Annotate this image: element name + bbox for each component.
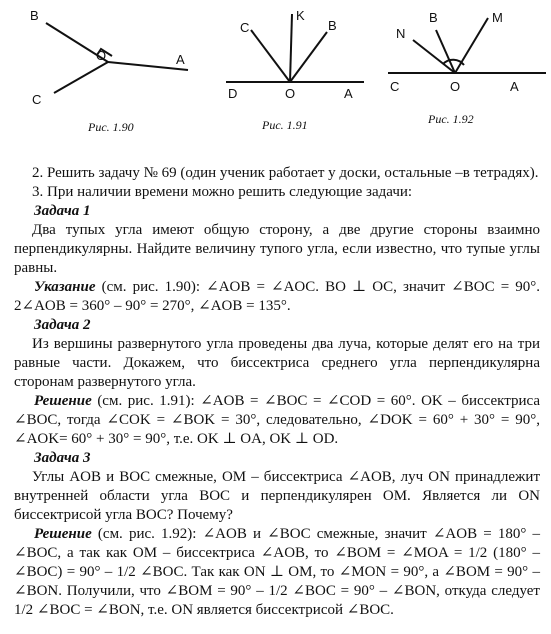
- task-2-solution-text: (см. рис. 1.91): ∠AOB = ∠BOC = ∠COD = 60°. OK – биссектриса ∠BOC, тогда ∠COK = ∠BOK = 30°, следовательно, ∠DOK = 60° + 30° = 90°, ∠AOK= 60° + 30° = 90°, т.е. OK ⊥ OA, OK ⊥ OD.: [14, 393, 540, 447]
- task-3-solution-lead: Решение: [34, 526, 92, 542]
- figure-1-92: [388, 18, 546, 73]
- task-1-remark-lead: Указание: [34, 279, 96, 295]
- fig190-label-a: A: [176, 52, 185, 67]
- figure-1-90: [46, 23, 188, 93]
- task-1-remark: [14, 278, 540, 316]
- fig190-label-b: B: [30, 8, 39, 23]
- fig190-label-c: C: [32, 92, 42, 107]
- fig192-label-c: C: [390, 79, 400, 94]
- fig190-label-o: O: [96, 48, 107, 63]
- lesson-text: [14, 164, 540, 620]
- fig192-label-m: M: [492, 10, 503, 25]
- task-3-solution: [14, 525, 540, 620]
- task-1-body: Два тупых угла имеют общую сторону, а две другие стороны взаимно перпендикулярны. Найдите величину тупого угла, если известно, что тупые углы равны.: [14, 222, 540, 276]
- item-2: 2. Решить задачу № 69 (один ученик работает у доски, остальные –в тетрадях).: [32, 165, 539, 181]
- task-1-title: Задача 1: [34, 203, 91, 219]
- task-2-solution: [14, 392, 540, 449]
- fig191-label-o: O: [285, 86, 296, 101]
- fig192-label-o: O: [450, 79, 461, 94]
- figures-panel: [0, 0, 551, 160]
- fig192-label-b: B: [429, 10, 438, 25]
- task-3-body: Углы AOB и BOC смежные, OM – биссектриса ∠AOB, луч ON принадлежит внутренней области угла BOC и перпендикулярен OM. Является ли ON биссектрисой угла BOC? Почему?: [14, 469, 540, 523]
- fig191-label-b: B: [328, 18, 337, 33]
- task-2-body: Из вершины развернутого угла проведены два луча, которые делят его на три равные части. Докажем, что биссектриса среднего угла перпендикулярна сторонам развернутого угла.: [14, 336, 540, 390]
- task-2-solution-lead: Решение: [34, 393, 92, 409]
- fig192-label-a: A: [510, 79, 519, 94]
- figure-1-90-caption: Рис. 1.90: [88, 120, 134, 134]
- fig191-label-k: K: [296, 8, 305, 23]
- item-3: 3. При наличии времени можно решить следующие задачи:: [32, 184, 413, 200]
- fig192-label-n: N: [396, 26, 406, 41]
- figure-1-91-caption: Рис. 1.91: [262, 118, 308, 132]
- task-2-title: Задача 2: [34, 317, 91, 333]
- task-3-title: Задача 3: [34, 450, 91, 466]
- fig191-label-a: A: [344, 86, 353, 101]
- figure-1-92-caption: Рис. 1.92: [428, 112, 474, 126]
- task-1-remark-text: (см. рис. 1.90): ∠AOB = ∠AOC. BO ⊥ OC, значит ∠BOC = 90°. 2∠AOB = 360° – 90° = 270°, ∠AOB = 135°.: [14, 279, 540, 314]
- fig191-label-d: D: [228, 86, 238, 101]
- fig191-label-c: C: [240, 20, 250, 35]
- task-3-solution-text: (см. рис. 1.92): ∠AOB и ∠BOC смежные, значит ∠AOB = 180° – ∠BOC, а так как OM – биссектриса ∠AOB, то ∠BOM = ∠MOA = 1/2 (180° – ∠BOC) = 90° – 1/2 ∠BOC. Так как ON ⊥ OM, то ∠MON = 90°, а ∠BOM = 90° – ∠BON. Получили, что ∠BOM = 90° – 1/2 ∠BOC = 90° – ∠BON, откуда следует 1/2 ∠BOC = ∠BON, т.е. ON является биссектрисой ∠BOC.: [14, 526, 540, 618]
